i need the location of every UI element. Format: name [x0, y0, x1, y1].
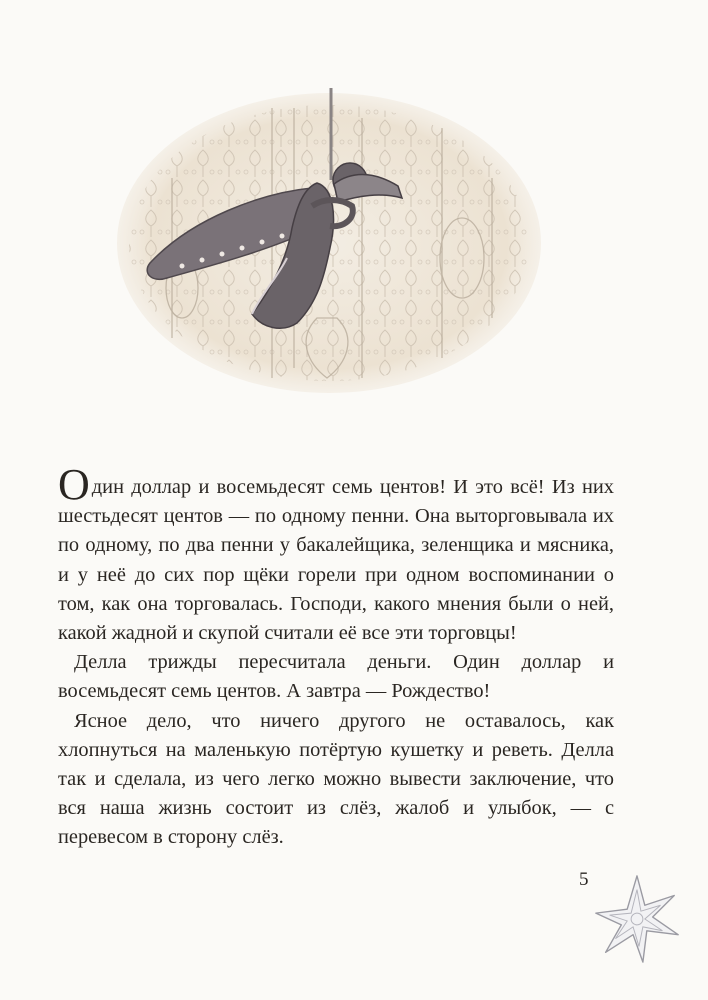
- angel-ornament-illustration: [112, 88, 546, 398]
- paragraph-3: Ясное дело, что ничего другого не оставалось, как хлопнуться на маленькую потёртую кушетку и реветь. Делла так и сделала, из чего легко можно вывести заключение, что вся наша жизнь состоит из слёз, жалоб и улыбок, — с перевесом в сторону слёз.: [58, 709, 614, 849]
- snowflake-ornament-icon: [588, 870, 686, 968]
- story-text: [58, 460, 614, 853]
- paragraph-2: Делла трижды пересчитала деньги. Один доллар и восемьдесят семь центов. А завтра — Рождество!: [58, 651, 614, 703]
- drop-cap: О: [58, 460, 90, 509]
- paragraph-1-text: дин доллар и восемьдесят семь центов! И это всё! Из них шестьдесят центов — по одному пенни. Она выторговывала их по одному, по два пенни у бакалейщика, зеленщика и мясника, и у неё до сих пор щёки горели при одном воспоминании о том, как она торговалась. Господи, какого мнения были о ней, какой жадной и скупой считали её все эти торговцы!: [58, 476, 614, 645]
- page-number: 5: [579, 869, 589, 890]
- paragraph-1: [58, 460, 614, 648]
- angel-illustration: [112, 88, 546, 398]
